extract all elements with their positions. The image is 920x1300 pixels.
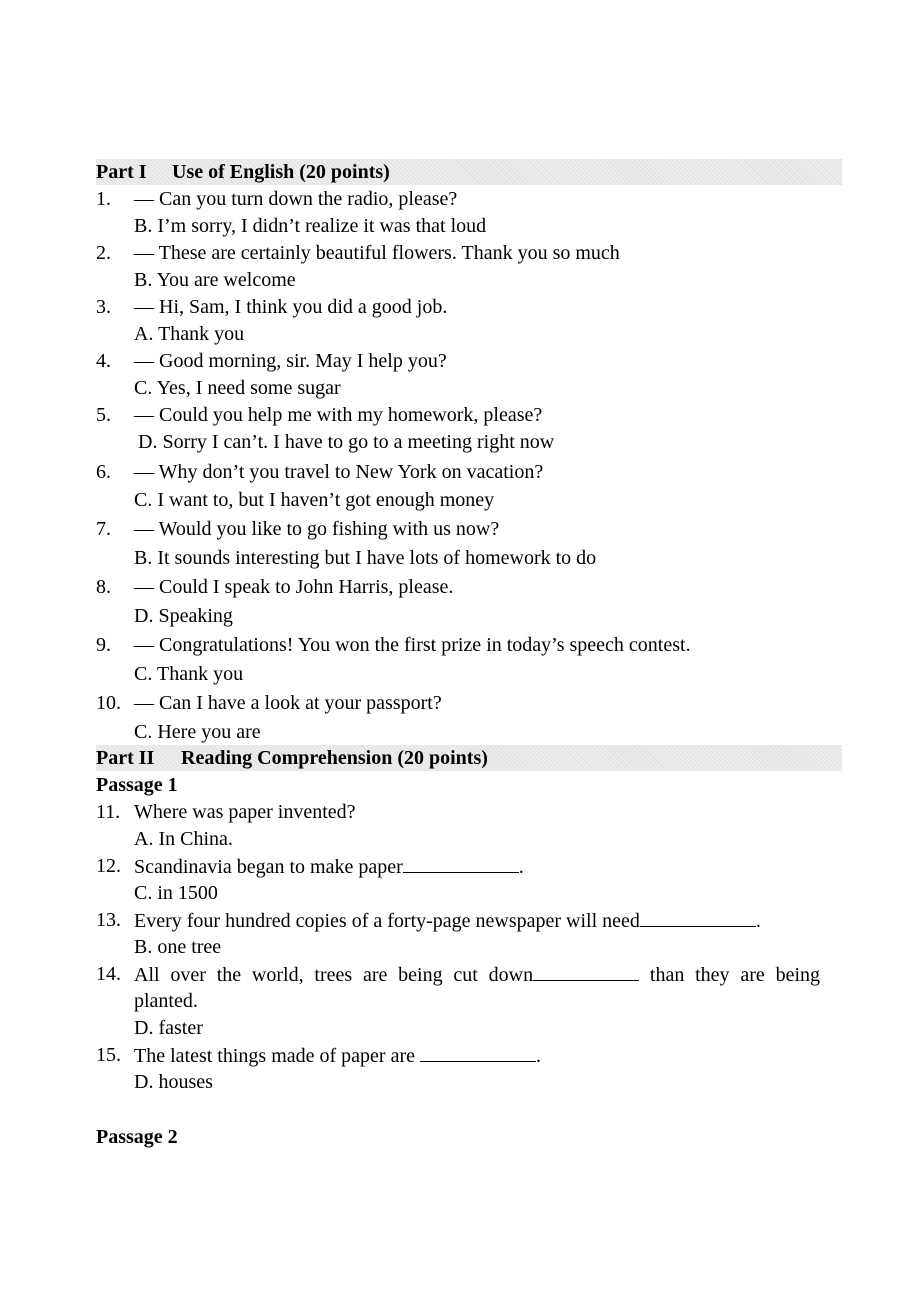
question-text <box>134 854 524 879</box>
part1-title: Use of English (20 points) <box>172 161 390 183</box>
question-text <box>134 403 542 427</box>
dash: — <box>134 461 154 483</box>
answer-text: C. I want to, but I haven’t got enough money <box>134 489 495 511</box>
question-text <box>134 349 447 373</box>
answer-text: C. Yes, I need some sugar <box>134 377 341 399</box>
question-text <box>134 575 453 599</box>
question-text: Where was paper invented? <box>134 801 356 823</box>
part2-title: Reading Comprehension (20 points) <box>181 747 488 769</box>
question-middle: than they are being <box>649 964 821 986</box>
dash: — <box>134 518 154 540</box>
question-number: 1. <box>96 188 111 210</box>
answer-text: C. in 1500 <box>134 882 218 904</box>
dash: — <box>134 692 154 714</box>
answer-blank <box>533 962 639 981</box>
answer-text: B. I’m sorry, I didn’t realize it was that loud <box>134 215 487 237</box>
part2-header <box>96 745 842 771</box>
part1-header <box>96 159 842 185</box>
dash: — <box>134 576 154 598</box>
question-number: 7. <box>96 518 111 540</box>
answer-blank <box>420 1043 536 1062</box>
question-prompt: All over the world, trees are being cut down <box>134 964 534 986</box>
answer-text: D. faster <box>134 1017 203 1039</box>
question-prompt: These are certainly beautiful flowers. Thank you so much <box>158 242 620 264</box>
question-number: 5. <box>96 404 111 426</box>
question-text <box>134 295 447 319</box>
passage-1-heading: Passage 1 <box>96 774 178 796</box>
question-prompt: Every four hundred copies of a forty-page newspaper will need <box>134 910 640 932</box>
question-number: 13. <box>96 909 121 931</box>
question-text <box>134 460 543 484</box>
question-text <box>134 517 499 541</box>
question-prompt: Could I speak to John Harris, please. <box>159 576 454 598</box>
question-text <box>134 962 820 987</box>
question-prompt: Would you like to go fishing with us now? <box>158 518 500 540</box>
question-end: . <box>755 910 761 932</box>
answer-text: B. It sounds interesting but I have lots of homework to do <box>134 547 597 569</box>
question-number: 3. <box>96 296 111 318</box>
question-number: 12. <box>96 855 121 877</box>
question-prompt: The latest things made of paper are <box>134 1045 415 1067</box>
answer-text: C. Thank you <box>134 663 244 685</box>
answer-text: A. In China. <box>134 828 233 850</box>
question-number: 10. <box>96 692 121 714</box>
question-number: 9. <box>96 634 111 656</box>
answer-blank <box>640 908 756 927</box>
dash: — <box>134 188 154 210</box>
question-text <box>134 908 761 933</box>
question-prompt: Why don’t you travel to New York on vacation? <box>158 461 544 483</box>
question-prompt: Can I have a look at your passport? <box>159 692 442 714</box>
question-number: 8. <box>96 576 111 598</box>
question-continuation: planted. <box>134 990 198 1012</box>
question-number: 11. <box>96 801 121 823</box>
question-number: 2. <box>96 242 111 264</box>
dash: — <box>134 296 154 318</box>
question-prompt: Can you turn down the radio, please? <box>159 188 458 210</box>
question-number: 6. <box>96 461 111 483</box>
passage-2-heading: Passage 2 <box>96 1126 178 1148</box>
answer-text: B. one tree <box>134 936 222 958</box>
question-text <box>134 187 457 211</box>
dash: — <box>134 634 154 656</box>
question-number: 14. <box>96 963 121 985</box>
dash: — <box>134 242 154 264</box>
part1-label: Part I <box>96 161 147 183</box>
answer-text: A. Thank you <box>134 323 245 345</box>
part2-label: Part II <box>96 747 155 769</box>
question-text <box>134 241 620 265</box>
answer-text: B. You are welcome <box>134 269 296 291</box>
question-text <box>134 1043 541 1068</box>
question-prompt: Hi, Sam, I think you did a good job. <box>159 296 448 318</box>
dash: — <box>134 350 154 372</box>
answer-text: D. houses <box>134 1071 213 1093</box>
question-end: . <box>518 856 524 878</box>
question-prompt: Congratulations! You won the first prize in today’s speech contest. <box>159 634 691 656</box>
answer-blank <box>403 854 519 873</box>
question-text <box>134 691 442 715</box>
dash: — <box>134 404 154 426</box>
question-prompt: Good morning, sir. May I help you? <box>159 350 447 372</box>
question-number: 15. <box>96 1044 121 1066</box>
question-prompt: Could you help me with my homework, please? <box>159 404 543 426</box>
question-text <box>134 633 691 657</box>
question-number: 4. <box>96 350 111 372</box>
answer-text: D. Sorry I can’t. I have to go to a meeting right now <box>138 431 555 453</box>
question-prompt: Scandinavia began to make paper <box>134 856 403 878</box>
answer-text: D. Speaking <box>134 605 233 627</box>
question-end: . <box>536 1045 541 1067</box>
answer-text: C. Here you are <box>134 721 261 743</box>
